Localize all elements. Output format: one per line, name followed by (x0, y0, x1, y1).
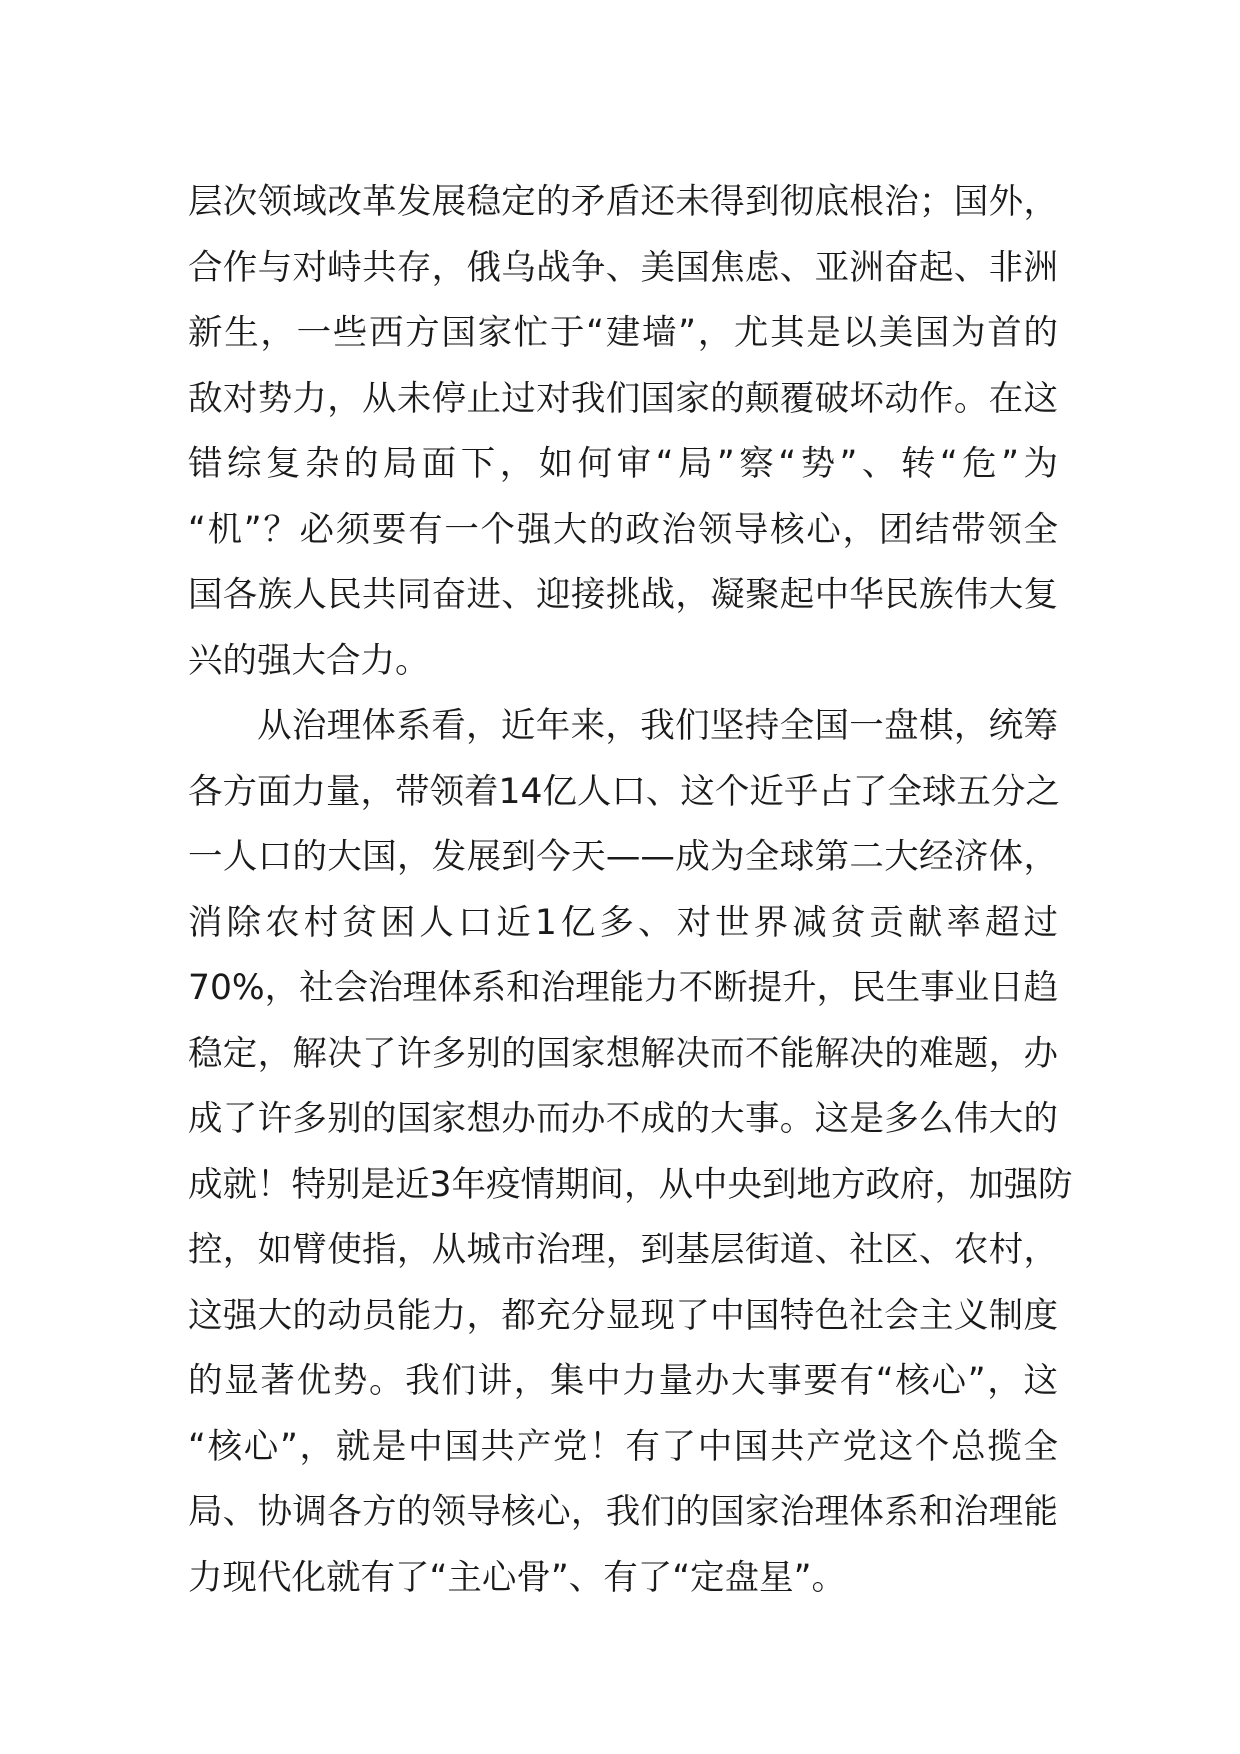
text-line: 敌对势力，从未停止过对我们国家的颠覆破坏动作。在这 (188, 378, 1058, 419)
text-line: “机”？必须要有一个强大的政治领导核心，团结带领全 (188, 509, 1058, 550)
body-text (188, 170, 1073, 1611)
text-line: 各方面力量，带领着14亿人口、这个近乎占了全球五分之 (188, 771, 1060, 812)
text-line: 成就！特别是近3年疫情期间，从中央到地方政府，加强防 (188, 1164, 1073, 1205)
text-line: 新生，一些西方国家忙于“建墙”，尤其是以美国为首的 (188, 313, 1058, 353)
text-line: 国各族人民共同奋进、迎接挑战，凝聚起中华民族伟大复 (188, 575, 1058, 615)
text-line: 稳定，解决了许多别的国家想解决而不能解决的难题，办 (188, 1033, 1058, 1074)
text-line: 力现代化就有了“主心骨”、有了“定盘星”。 (188, 1557, 846, 1598)
text-line: “核心”，就是中国共产党！有了中国共产党这个总揽全 (188, 1426, 1058, 1467)
paragraph-first-line: 从治理体系看，近年来，我们坚持全国一盘棋，统筹 (257, 706, 1058, 746)
text-line: 这强大的动员能力，都充分显现了中国特色社会主义制度 (188, 1295, 1058, 1336)
text-line: 局、协调各方的领导核心，我们的国家治理体系和治理能 (188, 1492, 1058, 1532)
text-line: 兴的强大合力。 (188, 640, 430, 681)
text-line: 成了许多别的国家想办而办不成的大事。这是多么伟大的 (188, 1099, 1058, 1139)
text-line: 的显著优势。我们讲，集中力量办大事要有“核心”，这 (188, 1361, 1058, 1401)
text-line: 一人口的大国，发展到今天——成为全球第二大经济体， (188, 837, 1058, 877)
text-line: 层次领域改革发展稳定的矛盾还未得到彻底根治；国外， (188, 182, 1058, 222)
text-line: 消除农村贫困人口近1亿多、对世界减贫贡献率超过 (188, 902, 1058, 943)
text-line: 合作与对峙共存，俄乌战争、美国焦虑、亚洲奋起、非洲 (188, 247, 1058, 288)
text-line: 错综复杂的局面下，如何审“局”察“势”、转“危”为 (188, 444, 1058, 484)
text-line: 70%，社会治理体系和治理能力不断提升，民生事业日趋 (188, 968, 1059, 1008)
text-line: 控，如臂使指，从城市治理，到基层街道、社区、农村， (188, 1230, 1058, 1270)
